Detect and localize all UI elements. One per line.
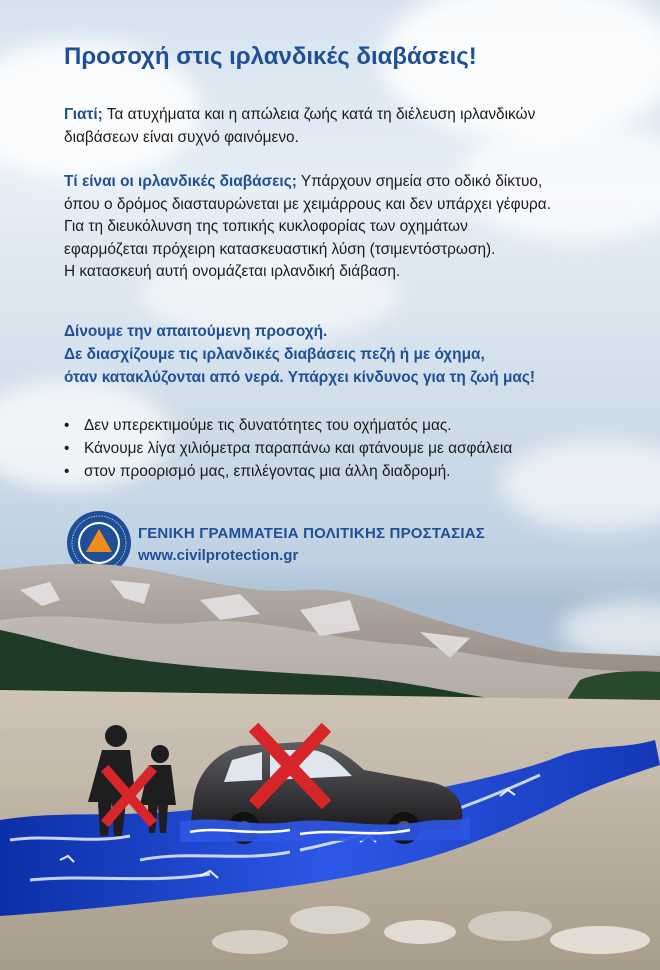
advice-list [64, 414, 512, 483]
flooded-crossing-illustration [0, 560, 660, 970]
warning-line: όταν κατακλύζονται από νερά. Υπάρχει κίνδυνος για τη ζωή μας! [64, 369, 535, 386]
warning-paragraph [64, 320, 535, 389]
what-line: Υπάρχουν σημεία στο οδικό δίκτυο, [300, 173, 543, 190]
organization-name: ΓΕΝΙΚΗ ΓΡΑΜΜΑΤΕΙΑ ΠΟΛΙΤΙΚΗΣ ΠΡΟΣΤΑΣΙΑΣ [138, 525, 485, 542]
warning-line: Δίνουμε την απαιτούμενη προσοχή. [64, 323, 328, 340]
list-item: • Δεν υπερεκτιμούμε τις δυνατότητες του οχήματός μας. [64, 414, 512, 437]
list-item: • στον προορισμό μας, επιλέγοντας μια άλλη διαδρομή. [64, 460, 512, 483]
organization-link[interactable]: www.civilprotection.gr [138, 547, 299, 564]
why-line: διαβάσεων είναι συχνό φαινόμενο. [64, 128, 299, 146]
what-line: Για τη διευκόλυνση της τοπικής κυκλοφορίας των οχημάτων [64, 218, 468, 235]
what-line: Η κατασκευή αυτή ονομάζεται ιρλανδική διάβαση. [64, 263, 401, 280]
what-label: Τί είναι οι ιρλανδικές διαβάσεις; [64, 173, 297, 190]
what-paragraph [64, 171, 551, 284]
list-item: • Κάνουμε λίγα χιλιόμετρα παραπάνω και φτάνουμε με ασφάλεια [64, 437, 512, 460]
page-title: Προσοχή στις ιρλανδικές διαβάσεις! [64, 43, 477, 70]
why-paragraph [64, 104, 535, 149]
why-line: Τα ατυχήματα και η απώλεια ζωής κατά τη διέλευση ιρλανδικών [106, 106, 536, 123]
warning-line: Δε διασχίζουμε τις ιρλανδικές διαβάσεις πεζή ή με όχημα, [64, 346, 485, 363]
what-line: όπου ο δρόμος διασταυρώνεται με χειμάρρους και δεν υπάρχει γέφυρα. [64, 195, 551, 213]
what-line: εφαρμόζεται πρόχειρη κατασκευαστική λύση (τσιμεντόστρωση). [64, 240, 496, 258]
why-label: Γιατί; [64, 106, 103, 123]
